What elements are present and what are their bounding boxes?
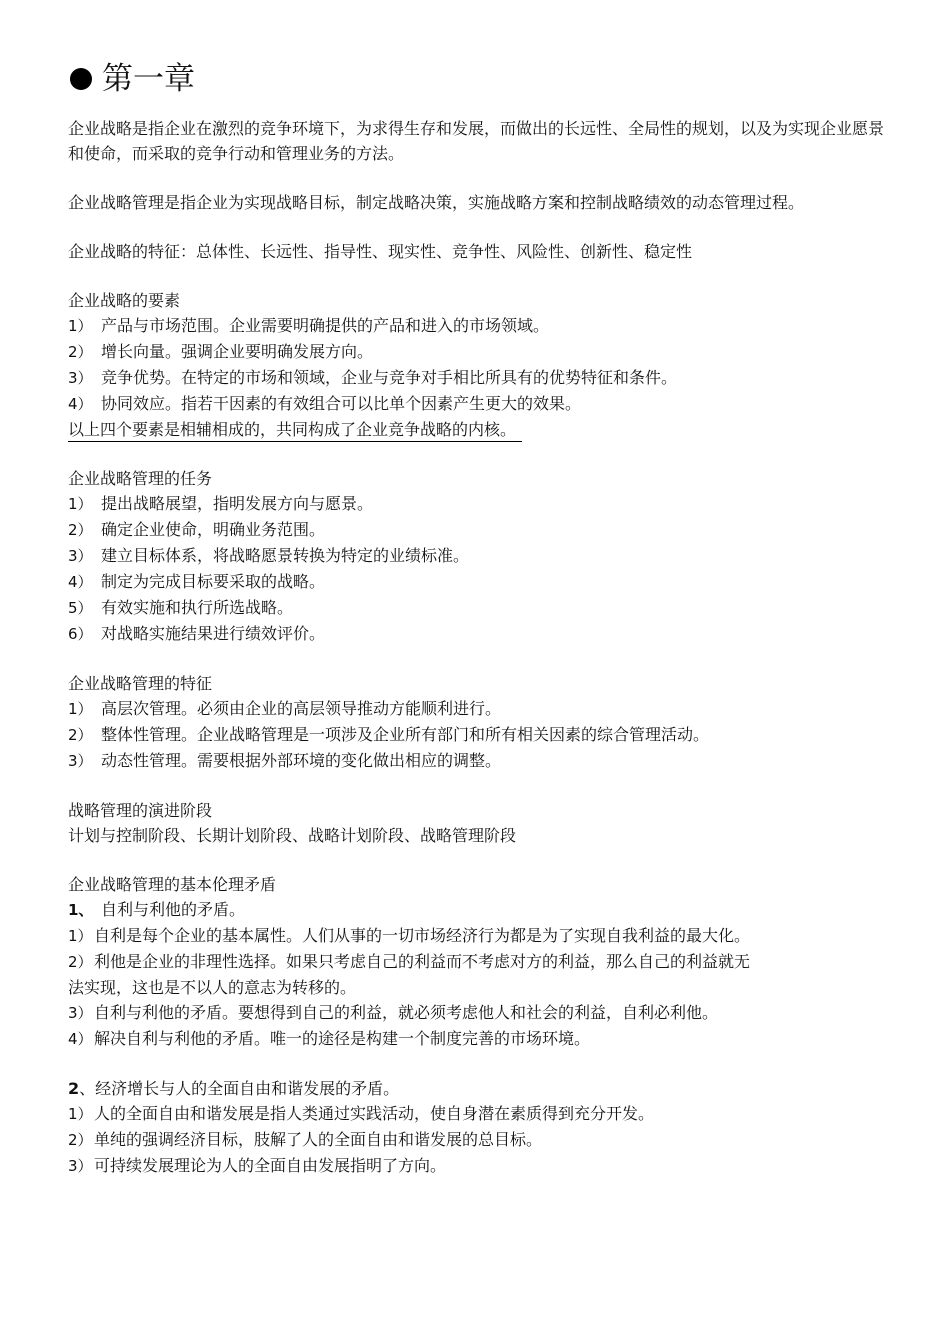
- mgmt-features-section: [68, 671, 888, 774]
- chapter-title: 第一章: [102, 61, 195, 97]
- list-item: 3） 建立目标体系，将战略愿景转换为特定的业绩标准。: [68, 546, 470, 565]
- list-item: 4） 制定为完成目标要采取的战略。: [68, 572, 326, 591]
- strategy-features: 企业战略的特征：总体性、长远性、指导性、现实性、竞争性、风险性、创新性、稳定性: [68, 242, 693, 261]
- section-heading: 战略管理的演进阶段: [68, 801, 213, 820]
- bullet-icon: [70, 68, 92, 90]
- list-item: 3）自利与利他的矛盾。要想得到自己的利益，就必须考虑他人和社会的利益，自利必利他。: [68, 1003, 719, 1022]
- list-item: 6） 对战略实施结果进行绩效评价。: [68, 624, 326, 643]
- list-item: 4） 协同效应。指若干因素的有效组合可以比单个因素产生更大的效果。: [68, 394, 582, 413]
- list-item: 1）人的全面自由和谐发展是指人类通过实践活动，使自身潜在素质得到充分开发。: [68, 1104, 655, 1123]
- elements-section: [68, 288, 888, 442]
- list-item: 3）可持续发展理论为人的全面自由发展指明了方向。: [68, 1156, 447, 1175]
- list-item: 3） 竞争优势。在特定的市场和领域，企业与竞争对手相比所具有的优势特征和条件。: [68, 368, 678, 387]
- list-item: 1） 高层次管理。必须由企业的高层领导推动方能顺利进行。: [68, 699, 502, 718]
- section-heading: 企业战略管理的任务: [68, 469, 213, 488]
- subsection-heading: 1、 自利与利他的矛盾。: [68, 900, 246, 919]
- list-item: 1）自利是每个企业的基本属性。人们从事的一切市场经济行为都是为了实现自我利益的最大化。: [68, 926, 751, 945]
- strategy-definition: 企业战略是指企业在激烈的竞争环境下，为求得生存和发展，而做出的长远性、全局性的规划，以及为实现企业愿景和使命，而采取的竞争行动和管理业务的方法。: [68, 119, 885, 163]
- section-heading: 企业战略管理的特征: [68, 674, 213, 693]
- section-heading: 企业战略管理的基本伦理矛盾: [68, 875, 277, 894]
- list-item: 2） 确定企业使命，明确业务范围。: [68, 520, 326, 539]
- list-item: 2）单纯的强调经济目标，肢解了人的全面自由和谐发展的总目标。: [68, 1130, 543, 1149]
- management-definition: 企业战略管理是指企业为实现战略目标，制定战略决策，实施战略方案和控制战略绩效的动态管理过程。: [68, 193, 805, 212]
- stages-text: 计划与控制阶段、长期计划阶段、战略计划阶段、战略管理阶段: [68, 826, 517, 845]
- section-heading: 企业战略的要素: [68, 291, 181, 310]
- list-item: 4）解决自利与利他的矛盾。唯一的途径是构建一个制度完善的市场环境。: [68, 1029, 591, 1048]
- subsection-heading: 2、经济增长与人的全面自由和谐发展的矛盾。: [68, 1079, 400, 1098]
- list-item: 1） 提出战略展望，指明发展方向与愿景。: [68, 494, 374, 513]
- list-item: 2） 增长向量。强调企业要明确发展方向。: [68, 342, 374, 361]
- ethics-section-2: [68, 1076, 888, 1179]
- list-item: 3） 动态性管理。需要根据外部环境的变化做出相应的调整。: [68, 751, 502, 770]
- evolution-section: [68, 798, 888, 848]
- ethics-section: [68, 872, 888, 1052]
- list-item: 2） 整体性管理。企业战略管理是一项涉及企业所有部门和所有相关因素的综合管理活动。: [68, 725, 710, 744]
- tasks-section: [68, 466, 888, 647]
- list-item-continuation: 法实现，这也是不以人的意志为转移的。: [68, 978, 357, 997]
- list-item: 1） 产品与市场范围。企业需要明确提供的产品和进入的市场领域。: [68, 316, 550, 335]
- list-item: 5） 有效实施和执行所选战略。: [68, 598, 294, 617]
- document-page: [68, 56, 888, 1179]
- list-item: 2）利他是企业的非理性选择。如果只考虑自己的利益而不考虑对方的利益，那么自己的利益就无: [68, 952, 751, 971]
- underlined-summary: 以上四个要素是相辅相成的，共同构成了企业竞争战略的内核。: [68, 419, 522, 442]
- chapter-heading: [70, 56, 888, 102]
